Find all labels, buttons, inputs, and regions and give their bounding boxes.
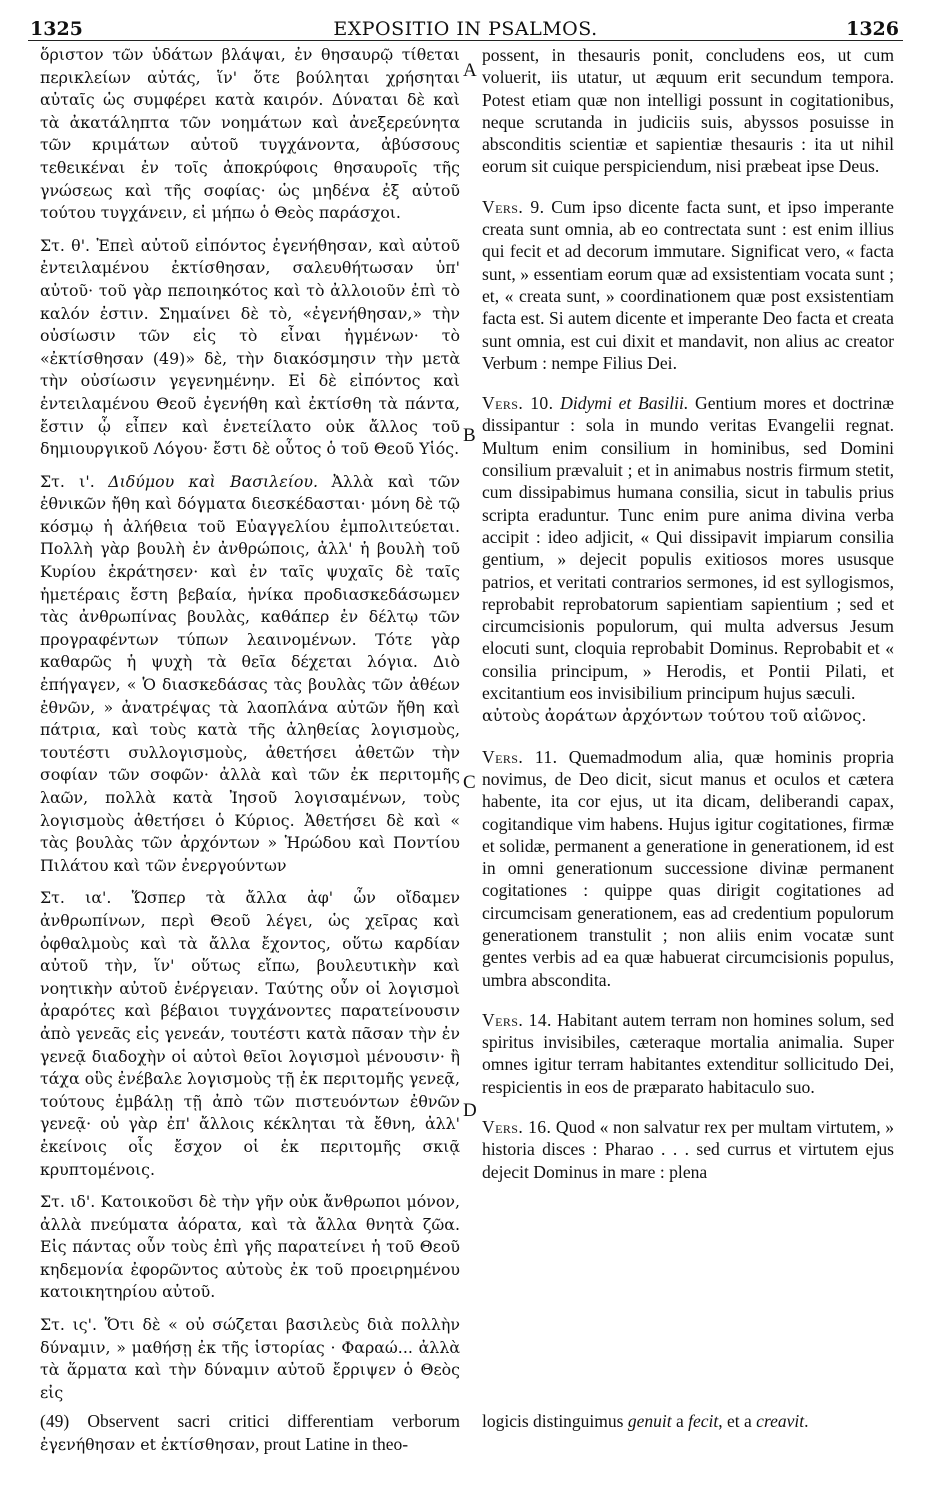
author-attribution: Didymi et Basilii. xyxy=(560,393,689,414)
greek-paragraph xyxy=(40,1191,460,1304)
greek-text: Στ. ις'. Ὅτι δὲ « οὐ σώζεται βασιλεὺς διὰ πολλὴν δύναμιν, » μαθήσῃ ἐκ τῆς ἱστορίας · Φαραώ... ἀλλὰ τὰ ἅρματα καὶ τὴν δύναμιν αὐτοῦ ἔρριψεν ὁ Θεὸς εἰς xyxy=(40,1315,460,1402)
latin-paragraph xyxy=(482,1116,894,1183)
page-number-left: 1325 xyxy=(30,18,83,40)
footnote-text: logicis distinguimus xyxy=(482,1411,624,1431)
greek-paragraph xyxy=(40,44,460,225)
greek-paragraph xyxy=(40,887,460,1181)
greek-paragraph xyxy=(40,235,460,461)
footnote-italic: genuit xyxy=(627,1411,672,1431)
author-attribution: Διδύμου καὶ Βασιλείου. xyxy=(108,471,319,491)
latin-paragraph xyxy=(482,1009,894,1098)
latin-paragraph: possent, in thesauris ponit, concludens eos, ut cum voluerit, iis utatur, ut æquum erit secundum tempora. Potest etiam quæ non intelligi possunt in cogitationibus, neque scrutanda in judiciis suis, abyssos posuisse in absconditis scientiæ et sapientiæ thesauris : ita ut nihil eorum sit cuique perspiciendum, nisi præbeat ipse Deus. xyxy=(482,45,894,177)
greek-continuation: αὐτοὺς ἀοράτων ἀρχόντων τούτου τοῦ αἰῶνος. xyxy=(482,706,867,726)
latin-column xyxy=(482,44,894,1183)
footnote-text: a xyxy=(675,1411,684,1431)
greek-column xyxy=(40,44,460,1404)
greek-text: Στ. θ'. Ἐπεὶ αὐτοῦ εἰπόντος ἐγενήθησαν, καὶ αὐτοῦ ἐντειλαμένου ἐκτίσθησαν, σαλευθήτωσαν ὑπ' αὐτοῦ· τοῦ γὰρ πεποιηκότος καὶ τὸ ἀλλοιοῦν ἐπὶ τὸ καλόν ἐστιν. Σημαίνει δὲ τὸ, «ἐγενήθησαν,» τὴν οὐσίωσιν τῶν εἰς τὸ εἶναι ἠγμένων· τὸ «ἐκτίσθησαν (49)» δὲ, τὴν διακόσμησιν τὴν μετὰ τὴν οὐσίωσιν γεγενημένην. Εἰ δὲ εἰπόντος καὶ ἐντειλαμένου Θεοῦ ἐγενήθη καὶ ἐκτίσθη τὰ πάντα, ἔστιν ᾧ εἶπεν καὶ ἐνετείλατο οὐκ ἄλλος τοῦ δημιουργικοῦ Λόγου· ἔστι δὲ οὗτος ὁ τοῦ Θεοῦ Υἱός. xyxy=(40,235,460,459)
header-rule xyxy=(28,40,903,41)
footnote-text: , et a xyxy=(718,1411,752,1431)
margin-marker-c: C xyxy=(463,772,476,793)
latin-paragraph xyxy=(482,746,894,991)
latin-paragraph xyxy=(482,196,894,374)
margin-marker-d: D xyxy=(463,1100,477,1121)
latin-text: Cum ipso dicente facta sunt, et ipso imperante creata sunt omnia, ab eo contrectata sunt : est enim illius qui fecit et ad decorum immutare. Significat vero, « facta sunt, » essentiam eorum quæ ad exsistentiam vocata sunt ; et, « creata sunt, » coordinationem quæ post exsistentiam facta est. Si autem dicente et imperante Deo facta et creata sunt omnia, est cui dixit et mandavit, non alius ac creator Verbum : nempe Filius Dei. xyxy=(482,196,894,373)
latin-text: Gentium mores et doctrinæ dissipantur : sola in mundo veritas Evangelii regnat. Multum enim consilium in hominibus, sed Domini consilium prævaluit ; et in animabus nostris firmum stetit, cum dissipabimus humana consilia, sicut in tabulis prius scripta eraduntur. Tunc enim pure anima divina verba accipit : ideo adjicit, « Qui dissipavit impiarum consilia gentium, » dejecit populis exitiosos mores ususque patrios, et veritati contrarios sermones, id est syllogismos, reprobabit reprobatorum sapientiam sapientium ; sed et circumcisionis populorum, qui multa adversus Jesum elocuti sunt, cloquia reprobabit Dominus. Reprobabit et « consilia principum, » Herodis, et Pontii Pilati, et excitantium eos invisibilium principum hujus sæculi. xyxy=(482,393,894,704)
greek-text: Στ. ια'. Ὥσπερ τὰ ἄλλα ἀφ' ὧν οἴδαμεν ἀνθρωπίνων, περὶ Θεοῦ λέγει, ὡς χεῖρας καὶ ὀφθαλμοὺς καὶ τὰ ἄλλα ἔχοντος, οὕτω καρδίαν αὐτοῦ τὴν, ἵν' οὕτως εἴπω, βουλευτικὴν καὶ νοητικὴν αὐτοῦ ἐνέργειαν. Ταύτης οὖν οἱ λογισμοὶ ἀραρότες καὶ βέβαιοι τυγχάνοντες παρατείνουσιν ἀπὸ γενεᾶς εἰς γενεάν, τουτέστι κατὰ πᾶσαν τὴν ἐν γενεᾷ διαδοχὴν οἱ αὐτοὶ θεῖοι λογισμοὶ μένουσιν· ἢ τάχα οὓς ἐνέβαλε λογισμοὺς τῇ ἐκ περιτομῆς γενεᾷ, τούτους ἐμβάλῃ τῇ ἀπὸ τῶν πιστευόντων ἐθνῶν γενεᾷ· οὐ γὰρ ἐπ' ἄλλοις κέκληται τὰ ἔθνη, ἀλλ' ἐκείνοις οἷς ἔσχον οἱ ἐκ περιτομῆς σκιᾷ κρυπτομένοις. xyxy=(40,888,460,1179)
footnote-text: . xyxy=(804,1411,809,1431)
footnote-italic: creavit xyxy=(756,1411,805,1431)
greek-paragraph xyxy=(40,1314,460,1404)
verse-label: Vers. 11. xyxy=(482,746,558,767)
greek-text: ὅριστον τῶν ὑδάτων βλάψαι, ἐν θησαυρῷ τίθεται περικλείων αὐτάς, ἵν' ὅτε βούληται χρήσηται αὐταῖς ὡς συμφέρει κατὰ καιρόν. Δύναται δὲ καὶ τὰ ἀκατάληπτα τῶν νοημάτων καὶ ἀνεξερεύνητα τῶν κριμάτων αὐτοῦ τυγχάνοντα, ἀβύσσους τεθεικέναι ἐν τοῖς ἀποκρύφοις θησαυροῖς τῆς γνώσεως καὶ τῆς σοφίας· ὡς μηδένα ἐξ αὐτοῦ τούτου τυγχάνειν, εἰ μήπω ὁ Θεὸς παράσχοι. xyxy=(40,45,460,223)
latin-text: Quemadmodum alia, quæ hominis propria novimus, de Deo dicit, sicut manus et oculos et cætera habente, ita cor ejus, ut ita dicam, deliberandi capax, cogitandique vim habens. Hujus igitur cogitationes, firmæ et solidæ, permanent a generatione in generationem, id est in omni generationum successione divinæ permanent cogitationes : quippe quas dirigit cogitationes ad circumcisam generationem, eas ad credentium populorum generationem transtulit ; non aliis enim vocatæ sunt gentes verbis ad ea quæ habuerat circumcisionis populus, umbra abscondita. xyxy=(482,746,894,990)
verse-label: Στ. ι'. xyxy=(40,471,95,491)
latin-text: Habitant autem terram non homines solum, sed spiritus invisibiles, cæteraque mortalia animalia. Super omnes igitur terram habitantes extenditur sollicitudo Dei, respicientis in eos de præparato habitaculo suo. xyxy=(482,1009,894,1097)
footnote-number: (49) xyxy=(40,1411,70,1431)
running-title: EXPOSITIO IN PSALMOS. xyxy=(333,18,598,40)
footnote-greek: ἐγενήθησαν et ἐκτίσθησαν xyxy=(40,1435,256,1454)
footnote-italic: fecit xyxy=(688,1411,719,1431)
greek-text: Στ. ιδ'. Κατοικοῦσι δὲ τὴν γῆν οὐκ ἄνθρωποι μόνον, ἀλλὰ πνεύματα ἀόρατα, καὶ τὰ ἄλλα θνητὰ ζῶα. Εἰς πάντας οὖν τοὺς ἐπὶ γῆς παρατείνει ἡ τοῦ Θεοῦ κηδεμονία ἐφορῶντος αὐτοὺς ἐκ τοῦ προειρημένου κατοικητηρίου αὐτοῦ. xyxy=(40,1192,460,1302)
verse-label: Vers. 16. xyxy=(482,1117,552,1138)
verse-label: Vers. 9. xyxy=(482,196,545,217)
footnote-right xyxy=(482,1410,894,1433)
footnote-left xyxy=(40,1410,460,1456)
page-number-right: 1326 xyxy=(846,18,899,40)
footnote-text: Observent sacri critici differentiam verborum xyxy=(87,1411,460,1431)
footnote-text: , prout Latine in theo- xyxy=(255,1434,409,1454)
verse-label: Vers. 10. xyxy=(482,393,554,414)
verse-label: Vers. 14. xyxy=(482,1009,552,1030)
latin-paragraph xyxy=(482,392,894,727)
greek-paragraph xyxy=(40,471,460,878)
latin-text: Quod « non salvatur rex per multam virtutem, » historia disces : Pharao . . . sed currus et virtutem ejus dejecit Dominus in mare : plena xyxy=(482,1117,895,1182)
greek-text: Ἀλλὰ καὶ τῶν ἐθνικῶν ἤθη καὶ δόγματα διεσκέδασται· μόνη δὲ τῷ κόσμῳ ἡ ἀλήθεια τοῦ Εὐαγγελίου ἐμπολιτεύεται. Πολλὴ γὰρ βουλὴ ἐν ἀνθρώποις, ἀλλ' ἡ βουλὴ τοῦ Κυρίου ἐκράτησεν· καὶ ἐν ταῖς ψυχαῖς δὲ ταῖς ἡμετέραις ἔστη βεβαία, ἡνίκα προδιασκεδάσωμεν τὰς ἀνθρωπίνας βουλὰς, καθάπερ ἐν δέλτῳ τῶν προγραφέντων τύπων λεαινομένων. Τότε γὰρ καθαρῶς ἡ ψυχὴ τὰ θεῖα δέχεται λόγια. Διὸ ἐπήγαγεν, « Ὁ διασκεδάσας τὰς βουλὰς τῶν ἀθέων ἐθνῶν, » ἀνατρέψας τὰ λαοπλάνα αὐτῶν ἤθη καὶ πάτρια, καὶ τοὺς κατὰ τῆς ἀληθείας λογισμοὺς, τουτέστι συλλογισμοὺς, ἀθετήσει ἀθετῶν τὴν σοφίαν τῶν σοφῶν· ἀλλὰ καὶ τῶν ἐκ περιτομῆς λαῶν, πολλὰ κατὰ Ἰησοῦ λογισαμένων, τοὺς λογισμοὺς ἀθετήσει ὁ Κύριος. Ἀθετήσει δὲ καὶ « τὰς βουλὰς τῶν ἀρχόντων » Ἡρώδου καὶ Ποντίου Πιλάτου καὶ τῶν ἐνεργούντων xyxy=(40,471,461,875)
margin-marker-b: B xyxy=(463,425,476,446)
margin-marker-a: A xyxy=(463,60,477,81)
